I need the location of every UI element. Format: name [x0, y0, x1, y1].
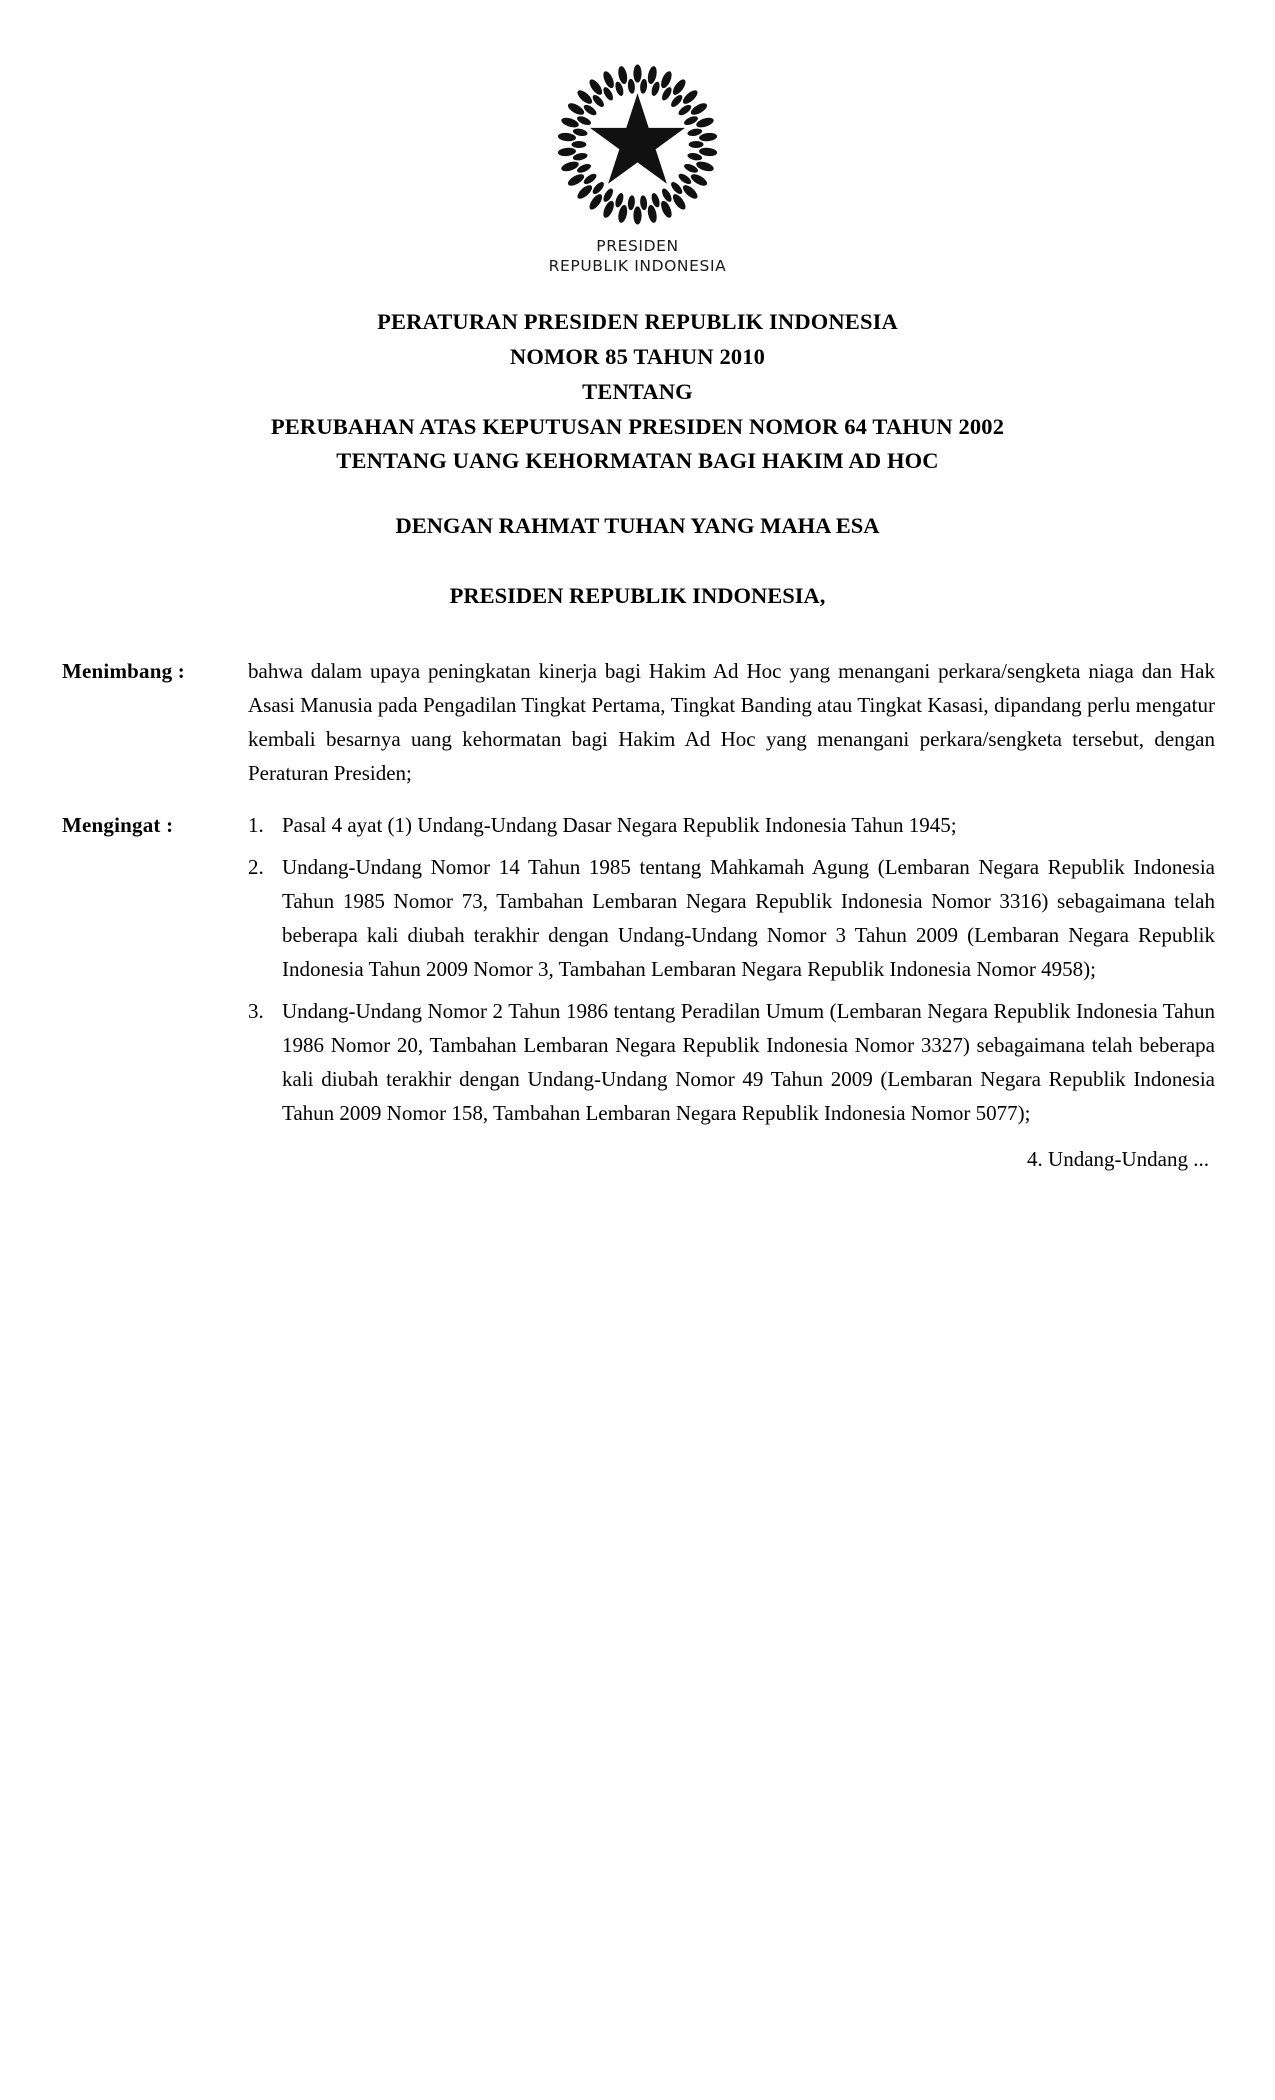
subtitle-line-1: DENGAN RAHMAT TUHAN YANG MAHA ESA: [395, 513, 880, 539]
list-item: [248, 850, 1215, 986]
emblem-caption-line1: PRESIDEN: [596, 237, 679, 255]
mengingat-body: [248, 808, 1215, 1176]
menimbang-body: [248, 654, 1215, 790]
list-item: [248, 994, 1215, 1130]
list-item: [248, 808, 1215, 842]
page-continuation-note: 4. Undang-Undang ...: [1027, 1147, 1209, 1172]
emblem-block: [0, 0, 1275, 277]
list-item-text: Undang-Undang Nomor 14 Tahun 1985 tentang Mahkamah Agung (Lembaran Negara Republik Indonesia Tahun 1985 Nomor 73, Tambahan Lembaran Negara Republik Indonesia Nomor 3316) sebagaimana telah beberapa kali diubah terakhir dengan Undang-Undang Nomor 3 Tahun 2009 (Lembaran Negara Republik Indonesia Tahun 2009 Nomor 3, Tambahan Lembaran Negara Republik Indonesia Nomor 4958);: [282, 855, 1215, 982]
mengingat-label: Mengingat :: [62, 813, 174, 838]
menimbang-label: Menimbang :: [62, 659, 185, 684]
emblem-caption: [0, 236, 1275, 277]
list-item-number: 1.: [248, 813, 264, 838]
document-title: [0, 305, 1275, 479]
subtitle-line-2: PRESIDEN REPUBLIK INDONESIA,: [449, 583, 826, 609]
emblem-caption-line2: REPUBLIK INDONESIA: [548, 257, 727, 276]
list-item-text: Pasal 4 ayat (1) Undang-Undang Dasar Negara Republik Indonesia Tahun 1945;: [282, 813, 957, 838]
garuda-star-wreath-emblem: [555, 62, 720, 227]
list-item-number: 2.: [248, 855, 264, 880]
document-subtitle: [0, 509, 1275, 614]
mengingat-list: [248, 808, 1215, 1130]
clause-menimbang: [62, 654, 1215, 790]
clause-mengingat: [62, 808, 1215, 1176]
list-item-number: 3.: [248, 999, 264, 1024]
title-line-1: PERATURAN PRESIDEN REPUBLIK INDONESIA: [377, 308, 898, 334]
menimbang-paragraph: bahwa dalam upaya peningkatan kinerja bagi Hakim Ad Hoc yang menangani perkara/sengketa niaga dan Hak Asasi Manusia pada Pengadilan Tingkat Pertama, Tingkat Banding atau Tingkat Kasasi, dipandang perlu mengatur kembali besarnya uang kehormatan bagi Hakim Ad Hoc yang menangani perkara/sengketa tersebut, dengan Peraturan Presiden;: [248, 659, 1215, 786]
list-item-text: Undang-Undang Nomor 2 Tahun 1986 tentang Peradilan Umum (Lembaran Negara Republik Indonesia Tahun 1986 Nomor 20, Tambahan Lembaran Negara Republik Indonesia Nomor 3327) sebagaimana telah beberapa kali diubah terakhir dengan Undang-Undang Nomor 49 Tahun 2009 (Lembaran Negara Republik Indonesia Tahun 2009 Nomor 158, Tambahan Lembaran Negara Republik Indonesia Nomor 5077);: [282, 999, 1215, 1126]
title-line-4: PERUBAHAN ATAS KEPUTUSAN PRESIDEN NOMOR 64 TAHUN 2002: [270, 413, 1005, 439]
title-line-5: TENTANG UANG KEHORMATAN BAGI HAKIM AD HOC: [336, 448, 939, 474]
title-line-2: NOMOR 85 TAHUN 2010: [509, 343, 766, 369]
title-line-3: TENTANG: [582, 378, 693, 404]
document-body: [0, 654, 1275, 1176]
